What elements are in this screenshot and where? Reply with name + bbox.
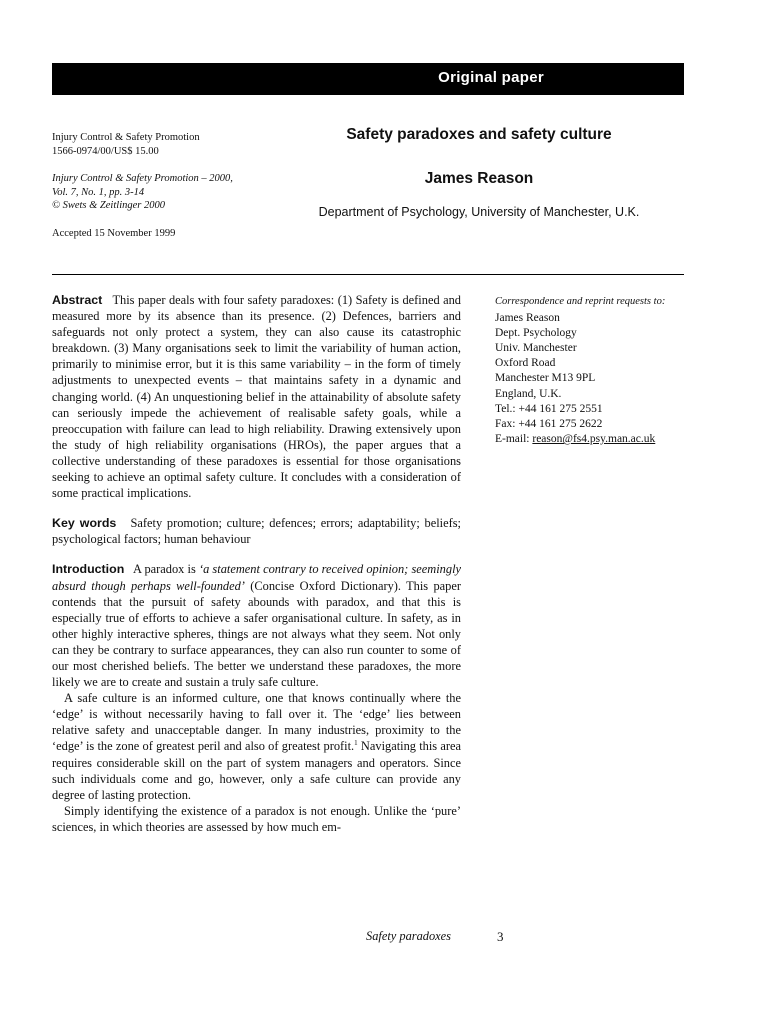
article-type-banner	[52, 63, 684, 95]
introduction-label: Introduction	[52, 562, 125, 577]
email-line	[495, 432, 695, 447]
intro-paragraph-1	[52, 561, 461, 690]
page-number: 3	[497, 929, 504, 944]
address-line: England, U.K.	[495, 387, 562, 400]
article-type-label: Original paper	[438, 69, 544, 86]
footnote-ref: 1	[354, 739, 358, 748]
address-line: James Reason	[495, 311, 560, 324]
author-name: James Reason	[424, 170, 534, 187]
paradox-definition-quote: ‘a statement contrary to received opinion; seemingly absurd though perhaps well-founded’	[52, 562, 462, 593]
intro-paragraph-2: A safe culture is an informed culture, one that knows continually where the ‘edge’ is without necessarily having to fall over it. The ‘edge’ lies between relative safety and unacceptable danger. In many industries, proximity to the ‘edge’ is the zone of greatest peril and also of greatest profit.$^1$ Navigating this area requires considerable skill on the part of system managers and operators. Since such individuals come and go, however, only a safe culture can provide any degree of lasting protection.	[52, 691, 462, 802]
abstract-label: Abstract	[52, 293, 103, 307]
phone: Tel.: +44 161 275 2551	[495, 402, 603, 415]
accepted-date: Accepted 15 November 1999	[52, 227, 176, 239]
keywords-text: Safety promotion; culture; defences; errors; adaptability; beliefs; psychological factors; human behaviour	[52, 516, 461, 547]
journal-info	[52, 131, 282, 240]
intro-p1-rest: (Concise Oxford Dictionary). This paper contends that the pursuit of safety abounds with paradox, and that this is especially true of efforts to achieve a safer organisational culture. In safety, as in other highly interactive spheres, things are not always what they seem. Not only can they be contrary to surface appearances, they can also run counter to some of our most cherished beliefs. The better we understand these paradoxes, the more likely we are to create and sustain a truly safe culture.	[52, 578, 461, 690]
address-line: Univ. Manchester	[495, 341, 577, 354]
citation: Injury Control & Safety Promotion – 2000,	[52, 173, 233, 184]
author-affiliation: Department of Psychology, University of Manchester, U.K.	[318, 205, 640, 219]
main-column	[52, 292, 461, 835]
correspondence-heading: Correspondence and reprint requests to:	[495, 296, 666, 307]
fax: Fax: +44 161 275 2622	[495, 417, 603, 430]
keywords	[52, 515, 461, 547]
correspondence-block	[495, 295, 695, 447]
volume: Vol. 7, No. 1, pp. 3-14	[52, 186, 145, 198]
publisher: © Swets & Zeitlinger 2000	[52, 200, 165, 211]
address-line: Oxford Road	[495, 357, 556, 370]
address-line: Dept. Psychology	[495, 326, 577, 339]
journal-name: Injury Control & Safety Promotion	[52, 132, 200, 143]
abstract-text: This paper deals with four safety paradoxes: (1) Safety is defined and measured more by its absence than its presence. (2) Defences, barriers and safeguards not only protect a system, they can also cause its catastrophic breakdown. (3) Many organisations seek to limit the variability of human action, primarily to minimise error, but it is this same variability – in the form of timely adjustments to unexpected events – that maintains safety in a dynamic and changing world. (4) An unquestioning belief in the attainability of absolute safety can seriously impede the achievement of realisable safety goals, while a preoccupation with failure can lead to high reliability. Drawing extensively upon the study of high reliability organisations (HROs), the paper argues that a collective understanding of these paradoxes is essential for those organisations seeking to achieve an optimal safety culture. It concludes with a consideration of some practical implications.	[52, 293, 461, 501]
email-link[interactable]: reason@fs4.psy.man.ac.uk	[532, 433, 656, 446]
running-title: Safety paradoxes	[366, 929, 451, 943]
keywords-label: Key words	[52, 516, 117, 531]
issn: 1566-0974/00/US$ 15.00	[52, 145, 159, 157]
intro-paragraph-3: Simply identifying the existence of a paradox is not enough. Unlike the ‘pure’ sciences, in which theories are assessed by how much em-	[52, 803, 461, 834]
paper-title: Safety paradoxes and safety culture	[346, 126, 612, 143]
abstract	[52, 292, 461, 501]
header-divider	[52, 274, 684, 275]
email-label: E-mail:	[495, 433, 530, 446]
address-line: Manchester M13 9PL	[495, 372, 596, 385]
intro-lead: A paradox is	[133, 562, 196, 577]
